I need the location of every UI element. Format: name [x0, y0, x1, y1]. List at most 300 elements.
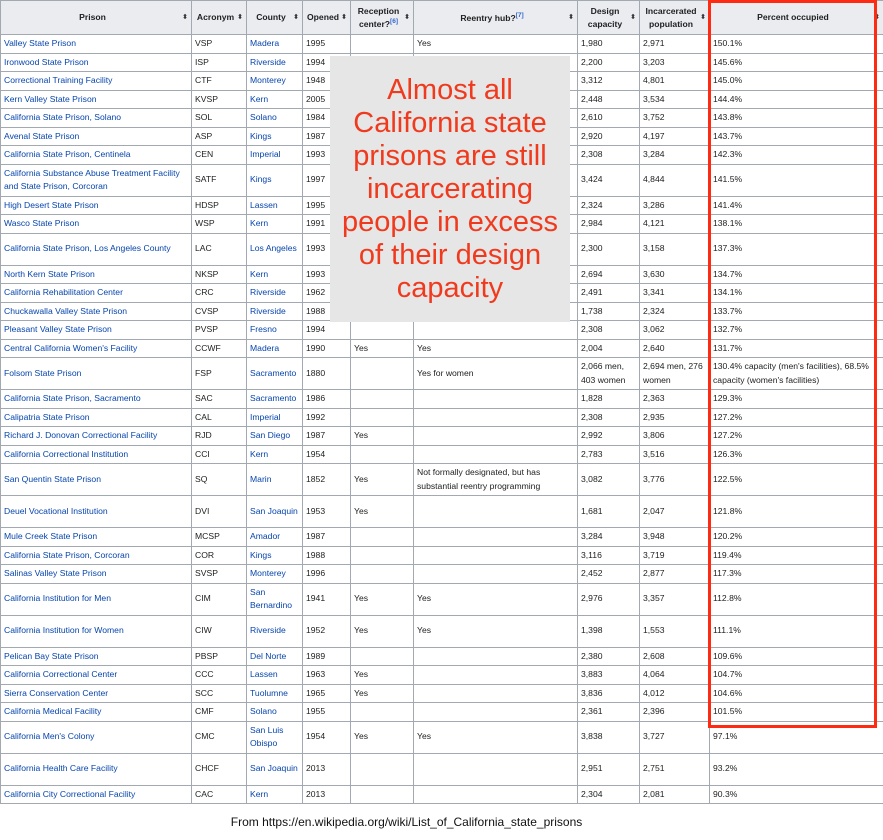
cell-acronym: RJD — [192, 427, 247, 446]
cell-incarcerated-population: 3,752 — [640, 109, 710, 128]
cell-design-capacity: 2,452 — [578, 565, 640, 584]
cell-percent-occupied: 131.7% — [710, 339, 883, 358]
sort-icon[interactable]: ⬍ — [568, 13, 574, 21]
sort-icon[interactable]: ⬍ — [700, 13, 706, 21]
cell-reception-center — [351, 408, 414, 427]
cell-county[interactable]: Los Angeles — [247, 233, 303, 265]
cell-percent-occupied: 120.2% — [710, 528, 883, 547]
cell-acronym: CEN — [192, 146, 247, 165]
cell-design-capacity: 2,976 — [578, 583, 640, 615]
cell-county[interactable]: Kings — [247, 546, 303, 565]
cell-reception-center: Yes — [351, 721, 414, 753]
table-row — [1, 427, 883, 446]
cell-county[interactable]: Madera — [247, 339, 303, 358]
cell-reentry-hub — [414, 684, 578, 703]
cell-acronym: SOL — [192, 109, 247, 128]
cell-county[interactable]: Solano — [247, 703, 303, 722]
cell-opened: 1993 — [303, 265, 351, 284]
cell-prison[interactable]: California State Prison, Los Angeles County — [1, 233, 192, 265]
cell-prison[interactable]: California Rehabilitation Center — [1, 284, 192, 303]
cell-county[interactable]: Kern — [247, 90, 303, 109]
column-header-design-capacity[interactable] — [578, 1, 640, 35]
cell-reentry-hub — [414, 647, 578, 666]
cell-county[interactable]: Monterey — [247, 565, 303, 584]
cell-acronym: HDSP — [192, 196, 247, 215]
cell-incarcerated-population: 4,121 — [640, 215, 710, 234]
cell-percent-occupied: 117.3% — [710, 565, 883, 584]
cell-prison[interactable]: Kern Valley State Prison — [1, 90, 192, 109]
cell-prison[interactable]: Correctional Training Facility — [1, 72, 192, 91]
cell-prison[interactable]: California Health Care Facility — [1, 753, 192, 785]
cell-design-capacity: 3,838 — [578, 721, 640, 753]
cell-opened: 2005 — [303, 90, 351, 109]
cell-acronym: SVSP — [192, 565, 247, 584]
cell-opened: 1954 — [303, 445, 351, 464]
cell-prison[interactable]: Richard J. Donovan Correctional Facility — [1, 427, 192, 446]
cell-reentry-hub — [414, 321, 578, 340]
column-header-reception-center[interactable] — [351, 1, 414, 35]
column-header-opened[interactable] — [303, 1, 351, 35]
cell-acronym: CAC — [192, 785, 247, 804]
cell-county[interactable]: Lassen — [247, 196, 303, 215]
table-row — [1, 583, 883, 615]
cell-acronym: CMC — [192, 721, 247, 753]
cell-prison[interactable]: Sierra Conservation Center — [1, 684, 192, 703]
column-header-label: County — [256, 12, 286, 23]
column-header-label: Design capacity — [587, 6, 623, 29]
cell-percent-occupied: 101.5% — [710, 703, 883, 722]
table-row — [1, 464, 883, 496]
citation-link[interactable]: [7] — [515, 12, 524, 20]
cell-acronym: CIM — [192, 583, 247, 615]
cell-incarcerated-population: 2,363 — [640, 390, 710, 409]
sort-icon[interactable]: ⬍ — [874, 13, 880, 21]
cell-design-capacity: 1,980 — [578, 35, 640, 54]
cell-design-capacity: 2,066 men, 403 women — [578, 358, 640, 390]
cell-incarcerated-population: 4,801 — [640, 72, 710, 91]
cell-percent-occupied: 134.1% — [710, 284, 883, 303]
cell-percent-occupied: 134.7% — [710, 265, 883, 284]
cell-opened: 1954 — [303, 721, 351, 753]
cell-acronym: ASP — [192, 127, 247, 146]
cell-prison[interactable]: Avenal State Prison — [1, 127, 192, 146]
cell-reception-center — [351, 35, 414, 54]
cell-acronym: PVSP — [192, 321, 247, 340]
cell-opened: 1984 — [303, 109, 351, 128]
cell-prison[interactable]: California Correctional Center — [1, 666, 192, 685]
cell-county[interactable]: San Joaquin — [247, 496, 303, 528]
cell-acronym: ISP — [192, 53, 247, 72]
cell-county[interactable]: Fresno — [247, 321, 303, 340]
cell-acronym: LAC — [192, 233, 247, 265]
cell-opened: 1995 — [303, 196, 351, 215]
cell-opened: 1988 — [303, 546, 351, 565]
cell-reentry-hub: Yes for women — [414, 358, 578, 390]
cell-county[interactable]: Del Norte — [247, 647, 303, 666]
cell-county[interactable]: Tuolumne — [247, 684, 303, 703]
cell-acronym: SQ — [192, 464, 247, 496]
table-header-row — [1, 1, 883, 35]
cell-prison[interactable]: San Quentin State Prison — [1, 464, 192, 496]
cell-acronym: CCI — [192, 445, 247, 464]
cell-incarcerated-population: 3,534 — [640, 90, 710, 109]
cell-incarcerated-population: 3,727 — [640, 721, 710, 753]
cell-prison[interactable]: California Institution for Men — [1, 583, 192, 615]
table-row — [1, 358, 883, 390]
cell-percent-occupied: 112.8% — [710, 583, 883, 615]
cell-incarcerated-population: 3,948 — [640, 528, 710, 547]
cell-design-capacity: 3,082 — [578, 464, 640, 496]
cell-prison[interactable]: Pelican Bay State Prison — [1, 647, 192, 666]
cell-percent-occupied: 137.3% — [710, 233, 883, 265]
sort-icon[interactable]: ⬍ — [182, 13, 188, 21]
cell-percent-occupied: 145.0% — [710, 72, 883, 91]
cell-incarcerated-population: 4,197 — [640, 127, 710, 146]
cell-design-capacity: 3,116 — [578, 546, 640, 565]
cell-prison[interactable]: Calipatria State Prison — [1, 408, 192, 427]
cell-design-capacity: 2,920 — [578, 127, 640, 146]
cell-design-capacity: 3,284 — [578, 528, 640, 547]
cell-percent-occupied: 141.5% — [710, 164, 883, 196]
cell-reception-center: Yes — [351, 339, 414, 358]
cell-reentry-hub — [414, 785, 578, 804]
cell-prison[interactable]: Chuckawalla Valley State Prison — [1, 302, 192, 321]
cell-opened: 1963 — [303, 666, 351, 685]
table-row — [1, 390, 883, 409]
table-row — [1, 666, 883, 685]
cell-county[interactable]: Kern — [247, 265, 303, 284]
cell-design-capacity: 2,361 — [578, 703, 640, 722]
cell-percent-occupied: 143.8% — [710, 109, 883, 128]
sort-icon[interactable]: ⬍ — [237, 13, 243, 21]
cell-opened: 1988 — [303, 302, 351, 321]
cell-county[interactable]: Riverside — [247, 284, 303, 303]
cell-percent-occupied: 144.4% — [710, 90, 883, 109]
cell-incarcerated-population: 3,203 — [640, 53, 710, 72]
cell-county[interactable]: Kings — [247, 164, 303, 196]
cell-county[interactable]: Riverside — [247, 615, 303, 647]
cell-acronym: CRC — [192, 284, 247, 303]
cell-percent-occupied: 132.7% — [710, 321, 883, 340]
column-header-label: Prison — [79, 12, 106, 23]
column-header-acronym[interactable] — [192, 1, 247, 35]
sort-icon[interactable]: ⬍ — [404, 13, 410, 21]
cell-opened: 1880 — [303, 358, 351, 390]
cell-opened: 1987 — [303, 528, 351, 547]
cell-acronym: CTF — [192, 72, 247, 91]
cell-opened: 1993 — [303, 233, 351, 265]
annotation-text: Almost all California state prisons are still incarcerating people in excess of their design capacity — [341, 73, 559, 304]
cell-prison[interactable]: California State Prison, Sacramento — [1, 390, 192, 409]
table-row — [1, 445, 883, 464]
cell-incarcerated-population: 2,608 — [640, 647, 710, 666]
cell-opened: 2013 — [303, 753, 351, 785]
cell-reception-center: Yes — [351, 583, 414, 615]
cell-design-capacity: 2,304 — [578, 785, 640, 804]
cell-opened: 1955 — [303, 703, 351, 722]
cell-prison[interactable]: California Institution for Women — [1, 615, 192, 647]
table-row — [1, 496, 883, 528]
column-header-incarcerated-population[interactable] — [640, 1, 710, 35]
cell-prison[interactable]: California Correctional Institution — [1, 445, 192, 464]
cell-incarcerated-population: 2,935 — [640, 408, 710, 427]
cell-county[interactable]: San Diego — [247, 427, 303, 446]
cell-prison[interactable]: Deuel Vocational Institution — [1, 496, 192, 528]
cell-acronym: SAC — [192, 390, 247, 409]
cell-county[interactable]: Lassen — [247, 666, 303, 685]
cell-opened: 1852 — [303, 464, 351, 496]
cell-acronym: WSP — [192, 215, 247, 234]
cell-incarcerated-population: 2,396 — [640, 703, 710, 722]
cell-incarcerated-population: 2,751 — [640, 753, 710, 785]
column-header-label: Reentry hub? — [460, 12, 516, 23]
cell-incarcerated-population: 2,081 — [640, 785, 710, 804]
cell-percent-occupied: 133.7% — [710, 302, 883, 321]
column-header-label: Reception center? — [357, 6, 400, 29]
cell-reentry-hub — [414, 753, 578, 785]
cell-opened: 1995 — [303, 35, 351, 54]
cell-county[interactable]: Kern — [247, 785, 303, 804]
cell-opened: 1990 — [303, 339, 351, 358]
column-header-percent-occupied[interactable] — [710, 1, 883, 35]
cell-percent-occupied: 109.6% — [710, 647, 883, 666]
sort-icon[interactable]: ⬍ — [293, 13, 299, 21]
cell-prison[interactable]: California Substance Abuse Treatment Facility and State Prison, Corcoran — [1, 164, 192, 196]
cell-incarcerated-population: 3,062 — [640, 321, 710, 340]
cell-county[interactable]: Riverside — [247, 53, 303, 72]
cell-reception-center — [351, 546, 414, 565]
cell-reception-center — [351, 321, 414, 340]
cell-acronym: CCWF — [192, 339, 247, 358]
cell-percent-occupied: 122.5% — [710, 464, 883, 496]
cell-prison[interactable]: California State Prison, Corcoran — [1, 546, 192, 565]
cell-percent-occupied: 127.2% — [710, 427, 883, 446]
cell-county[interactable]: San Luis Obispo — [247, 721, 303, 753]
cell-acronym: DVI — [192, 496, 247, 528]
cell-design-capacity: 2,694 — [578, 265, 640, 284]
cell-reentry-hub — [414, 445, 578, 464]
column-header-label: Acronym — [196, 12, 235, 23]
cell-county[interactable]: Sacramento — [247, 358, 303, 390]
cell-county[interactable]: Marin — [247, 464, 303, 496]
cell-incarcerated-population: 4,844 — [640, 164, 710, 196]
cell-opened: 1996 — [303, 565, 351, 584]
cell-opened: 1965 — [303, 684, 351, 703]
cell-design-capacity: 3,836 — [578, 684, 640, 703]
cell-percent-occupied: 150.1% — [710, 35, 883, 54]
cell-acronym: KVSP — [192, 90, 247, 109]
cell-reentry-hub: Yes — [414, 721, 578, 753]
cell-design-capacity: 2,308 — [578, 146, 640, 165]
table-row — [1, 753, 883, 785]
cell-opened: 1962 — [303, 284, 351, 303]
cell-design-capacity: 2,380 — [578, 647, 640, 666]
cell-opened: 1953 — [303, 496, 351, 528]
cell-county[interactable]: Madera — [247, 35, 303, 54]
cell-opened: 1993 — [303, 146, 351, 165]
cell-design-capacity: 2,308 — [578, 408, 640, 427]
cell-reception-center — [351, 753, 414, 785]
cell-reentry-hub: Yes — [414, 615, 578, 647]
cell-acronym: COR — [192, 546, 247, 565]
cell-design-capacity: 1,398 — [578, 615, 640, 647]
cell-county[interactable]: Kern — [247, 215, 303, 234]
cell-opened: 1941 — [303, 583, 351, 615]
sort-icon[interactable]: ⬍ — [630, 13, 636, 21]
cell-opened: 1991 — [303, 215, 351, 234]
table-row — [1, 528, 883, 547]
cell-incarcerated-population: 2,877 — [640, 565, 710, 584]
cell-percent-occupied: 130.4% capacity (men's facilities), 68.5% capacity (women's facilities) — [710, 358, 883, 390]
cell-county[interactable]: Riverside — [247, 302, 303, 321]
cell-county[interactable]: Amador — [247, 528, 303, 547]
cell-county[interactable]: San Bernardino — [247, 583, 303, 615]
cell-reentry-hub: Yes — [414, 35, 578, 54]
cell-design-capacity: 2,300 — [578, 233, 640, 265]
cell-incarcerated-population: 3,158 — [640, 233, 710, 265]
cell-reception-center: Yes — [351, 684, 414, 703]
cell-prison[interactable]: North Kern State Prison — [1, 265, 192, 284]
cell-design-capacity: 1,681 — [578, 496, 640, 528]
cell-reentry-hub — [414, 528, 578, 547]
table-row — [1, 339, 883, 358]
cell-county[interactable]: Imperial — [247, 408, 303, 427]
cell-percent-occupied: 121.8% — [710, 496, 883, 528]
cell-opened: 1992 — [303, 408, 351, 427]
cell-design-capacity: 3,883 — [578, 666, 640, 685]
cell-reentry-hub — [414, 496, 578, 528]
cell-opened: 1989 — [303, 647, 351, 666]
cell-reception-center: Yes — [351, 666, 414, 685]
cell-acronym: PBSP — [192, 647, 247, 666]
cell-opened: 1952 — [303, 615, 351, 647]
cell-opened: 1948 — [303, 72, 351, 91]
cell-reentry-hub — [414, 565, 578, 584]
column-header-reentry-hub[interactable] — [414, 1, 578, 35]
cell-reception-center — [351, 785, 414, 804]
cell-design-capacity: 3,424 — [578, 164, 640, 196]
cell-reentry-hub: Yes — [414, 339, 578, 358]
cell-percent-occupied: 119.4% — [710, 546, 883, 565]
cell-percent-occupied: 145.6% — [710, 53, 883, 72]
cell-county[interactable]: Sacramento — [247, 390, 303, 409]
cell-incarcerated-population: 3,630 — [640, 265, 710, 284]
cell-acronym: CAL — [192, 408, 247, 427]
cell-design-capacity: 2,491 — [578, 284, 640, 303]
cell-incarcerated-population: 3,357 — [640, 583, 710, 615]
cell-opened: 1994 — [303, 53, 351, 72]
cell-design-capacity: 2,610 — [578, 109, 640, 128]
cell-county[interactable]: Imperial — [247, 146, 303, 165]
cell-reception-center — [351, 358, 414, 390]
cell-incarcerated-population: 3,341 — [640, 284, 710, 303]
cell-incarcerated-population: 3,286 — [640, 196, 710, 215]
table-row — [1, 35, 883, 54]
cell-prison[interactable]: California State Prison, Solano — [1, 109, 192, 128]
cell-prison[interactable]: Wasco State Prison — [1, 215, 192, 234]
cell-acronym: CHCF — [192, 753, 247, 785]
column-header-prison[interactable] — [1, 1, 192, 35]
cell-design-capacity: 2,324 — [578, 196, 640, 215]
cell-acronym: SCC — [192, 684, 247, 703]
cell-reception-center: Yes — [351, 464, 414, 496]
cell-incarcerated-population: 2,047 — [640, 496, 710, 528]
cell-prison[interactable]: Valley State Prison — [1, 35, 192, 54]
cell-county[interactable]: Kern — [247, 445, 303, 464]
table-row — [1, 684, 883, 703]
cell-prison[interactable]: California Men's Colony — [1, 721, 192, 753]
sort-icon[interactable]: ⬍ — [341, 13, 347, 21]
table-row — [1, 321, 883, 340]
cell-opened: 1986 — [303, 390, 351, 409]
table-row — [1, 565, 883, 584]
cell-opened: 1987 — [303, 427, 351, 446]
cell-design-capacity: 2,448 — [578, 90, 640, 109]
table-row — [1, 408, 883, 427]
cell-incarcerated-population: 2,640 — [640, 339, 710, 358]
cell-county[interactable]: Solano — [247, 109, 303, 128]
cell-incarcerated-population: 1,553 — [640, 615, 710, 647]
table-row — [1, 647, 883, 666]
cell-percent-occupied: 97.1% — [710, 721, 883, 753]
cell-reception-center — [351, 703, 414, 722]
cell-percent-occupied: 141.4% — [710, 196, 883, 215]
cell-prison[interactable]: California City Correctional Facility — [1, 785, 192, 804]
cell-incarcerated-population: 2,971 — [640, 35, 710, 54]
column-header-label: Percent occupied — [757, 12, 829, 23]
cell-opened: 2013 — [303, 785, 351, 804]
cell-county[interactable]: San Joaquin — [247, 753, 303, 785]
cell-design-capacity: 2,984 — [578, 215, 640, 234]
cell-prison[interactable]: Ironwood State Prison — [1, 53, 192, 72]
cell-incarcerated-population: 2,694 men, 276 women — [640, 358, 710, 390]
cell-prison[interactable]: Mule Creek State Prison — [1, 528, 192, 547]
cell-county[interactable]: Monterey — [247, 72, 303, 91]
column-header-county[interactable] — [247, 1, 303, 35]
cell-design-capacity: 3,312 — [578, 72, 640, 91]
cell-acronym: SATF — [192, 164, 247, 196]
cell-prison[interactable]: Folsom State Prison — [1, 358, 192, 390]
cell-percent-occupied: 129.3% — [710, 390, 883, 409]
cell-reception-center: Yes — [351, 615, 414, 647]
cell-prison[interactable]: High Desert State Prison — [1, 196, 192, 215]
citation-link[interactable]: [6] — [390, 18, 398, 26]
cell-design-capacity: 1,828 — [578, 390, 640, 409]
cell-reentry-hub — [414, 408, 578, 427]
cell-reentry-hub — [414, 703, 578, 722]
cell-percent-occupied: 142.3% — [710, 146, 883, 165]
cell-prison[interactable]: California State Prison, Centinela — [1, 146, 192, 165]
cell-reception-center — [351, 390, 414, 409]
cell-prison[interactable]: California Medical Facility — [1, 703, 192, 722]
cell-prison[interactable]: Salinas Valley State Prison — [1, 565, 192, 584]
cell-percent-occupied: 138.1% — [710, 215, 883, 234]
table-row — [1, 721, 883, 753]
cell-percent-occupied: 127.2% — [710, 408, 883, 427]
cell-acronym: VSP — [192, 35, 247, 54]
cell-percent-occupied: 93.2% — [710, 753, 883, 785]
cell-prison[interactable]: Pleasant Valley State Prison — [1, 321, 192, 340]
cell-prison[interactable]: Central California Women's Facility — [1, 339, 192, 358]
table-row — [1, 615, 883, 647]
cell-reception-center — [351, 445, 414, 464]
cell-county[interactable]: Kings — [247, 127, 303, 146]
cell-incarcerated-population: 3,719 — [640, 546, 710, 565]
cell-design-capacity: 2,783 — [578, 445, 640, 464]
cell-reentry-hub: Not formally designated, but has substantial reentry programming — [414, 464, 578, 496]
cell-design-capacity: 1,738 — [578, 302, 640, 321]
cell-percent-occupied: 126.3% — [710, 445, 883, 464]
